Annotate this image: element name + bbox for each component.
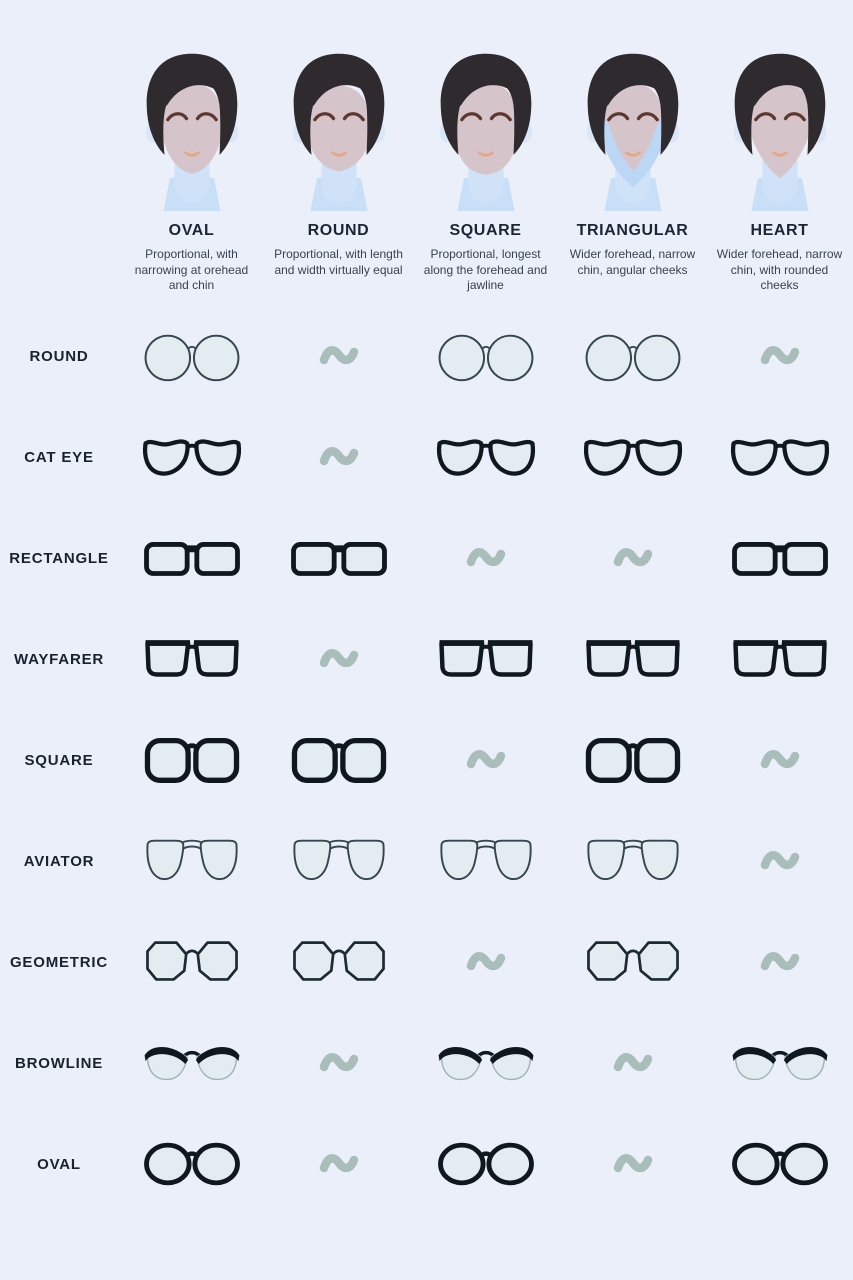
face-shape-description: Wider forehead, narrow chin, angular cheeks [569, 247, 696, 277]
face-shape-description: Wider forehead, narrow chin, with rounded cheeks [716, 247, 843, 293]
face-shape-label: HEART [750, 222, 809, 239]
browline-glasses-icon [435, 1033, 537, 1093]
matrix-cell-wayfarer-round [265, 609, 412, 710]
aviator-glasses-icon [141, 831, 243, 891]
matrix-cell-cateye-oval [118, 407, 265, 508]
matrix-cell-oval-round [265, 1114, 412, 1215]
glasses-style-label: CAT EYE [24, 448, 94, 466]
tilde-icon [760, 747, 800, 773]
matrix-cell-oval-oval [118, 1114, 265, 1215]
glasses-style-row-round [0, 306, 853, 407]
aviator-glasses-icon [435, 831, 537, 891]
matrix-cell-wayfarer-triangular [559, 609, 706, 710]
matrix-cell-aviator-square [412, 811, 559, 912]
square-face-icon [420, 50, 552, 218]
glasses-style-row-geometric [0, 912, 853, 1013]
oval-glasses-icon [435, 1134, 537, 1194]
geometric-glasses-icon [582, 932, 684, 992]
round-glasses-icon [141, 326, 243, 386]
face-shape-column-round [265, 50, 412, 278]
glasses-style-label: BROWLINE [14, 1054, 104, 1072]
glasses-style-row-rectangle [0, 508, 853, 609]
tilde-icon [613, 545, 653, 571]
matrix-cell-round-triangular [559, 306, 706, 407]
matrix-cell-round-heart [706, 306, 853, 407]
matrix-cell-geometric-square [412, 912, 559, 1013]
face-shape-column-triangular [559, 50, 706, 278]
compatibility-matrix [0, 306, 853, 1215]
cateye-glasses-icon [141, 427, 243, 487]
tilde-icon [760, 848, 800, 874]
matrix-cell-square-round [265, 710, 412, 811]
face-shape-label: ROUND [307, 222, 370, 239]
matrix-cell-aviator-round [265, 811, 412, 912]
face-shape-description: Proportional, with length and width virtually equal [274, 247, 403, 277]
square-glasses-icon [141, 730, 243, 790]
oval-face-icon [126, 50, 258, 218]
tilde-icon [319, 1050, 359, 1076]
matrix-cell-round-oval [118, 306, 265, 407]
glasses-style-label: SQUARE [24, 751, 94, 769]
glasses-style-row-aviator [0, 811, 853, 912]
matrix-cell-aviator-oval [118, 811, 265, 912]
rectangle-glasses-icon [729, 528, 831, 588]
matrix-cell-rectangle-round [265, 508, 412, 609]
tilde-icon [319, 646, 359, 672]
wayfarer-glasses-icon [729, 629, 831, 689]
matrix-cell-square-square [412, 710, 559, 811]
geometric-glasses-icon [141, 932, 243, 992]
matrix-cell-browline-round [265, 1013, 412, 1114]
matrix-cell-browline-oval [118, 1013, 265, 1114]
matrix-cell-wayfarer-oval [118, 609, 265, 710]
matrix-cell-rectangle-heart [706, 508, 853, 609]
matrix-cell-oval-square [412, 1114, 559, 1215]
rectangle-glasses-icon [141, 528, 243, 588]
square-glasses-icon [582, 730, 684, 790]
cateye-glasses-icon [582, 427, 684, 487]
matrix-cell-oval-heart [706, 1114, 853, 1215]
matrix-cell-oval-triangular [559, 1114, 706, 1215]
tilde-icon [466, 949, 506, 975]
wayfarer-glasses-icon [435, 629, 537, 689]
tilde-icon [319, 343, 359, 369]
face-shape-description: Proportional, with narrowing at orehead and chin [134, 247, 249, 293]
matrix-cell-cateye-triangular [559, 407, 706, 508]
glasses-style-row-square [0, 710, 853, 811]
matrix-cell-rectangle-square [412, 508, 559, 609]
matrix-cell-geometric-triangular [559, 912, 706, 1013]
face-shape-header-row [0, 0, 853, 294]
tilde-icon [760, 343, 800, 369]
face-shape-column-oval [118, 50, 265, 294]
matrix-cell-rectangle-oval [118, 508, 265, 609]
matrix-cell-browline-square [412, 1013, 559, 1114]
aviator-glasses-icon [288, 831, 390, 891]
tilde-icon [760, 949, 800, 975]
glasses-style-label: ROUND [29, 347, 89, 365]
matrix-cell-aviator-heart [706, 811, 853, 912]
matrix-cell-browline-triangular [559, 1013, 706, 1114]
round-glasses-icon [435, 326, 537, 386]
wayfarer-glasses-icon [141, 629, 243, 689]
round-glasses-icon [582, 326, 684, 386]
face-shape-column-square [412, 50, 559, 294]
glasses-style-row-browline [0, 1013, 853, 1114]
round-face-icon [273, 50, 405, 218]
matrix-cell-aviator-triangular [559, 811, 706, 912]
browline-glasses-icon [729, 1033, 831, 1093]
glasses-style-label: AVIATOR [23, 852, 95, 870]
matrix-cell-rectangle-triangular [559, 508, 706, 609]
face-shape-description: Proportional, longest along the forehead and jawline [423, 247, 548, 293]
face-shape-column-heart [706, 50, 853, 294]
wayfarer-glasses-icon [582, 629, 684, 689]
tilde-icon [466, 545, 506, 571]
oval-glasses-icon [729, 1134, 831, 1194]
matrix-cell-wayfarer-heart [706, 609, 853, 710]
face-shape-label: OVAL [168, 222, 215, 239]
oval-glasses-icon [141, 1134, 243, 1194]
aviator-glasses-icon [582, 831, 684, 891]
glasses-style-label: WAYFARER [13, 650, 105, 668]
matrix-cell-geometric-round [265, 912, 412, 1013]
glasses-style-label: OVAL [37, 1155, 81, 1173]
matrix-cell-cateye-round [265, 407, 412, 508]
cateye-glasses-icon [729, 427, 831, 487]
face-shape-label: SQUARE [449, 222, 522, 239]
tilde-icon [613, 1151, 653, 1177]
heart-face-icon [714, 50, 846, 218]
matrix-cell-square-oval [118, 710, 265, 811]
matrix-cell-square-heart [706, 710, 853, 811]
browline-glasses-icon [141, 1033, 243, 1093]
matrix-cell-cateye-heart [706, 407, 853, 508]
glasses-style-row-wayfarer [0, 609, 853, 710]
matrix-cell-square-triangular [559, 710, 706, 811]
matrix-cell-geometric-heart [706, 912, 853, 1013]
geometric-glasses-icon [288, 932, 390, 992]
glasses-style-row-oval [0, 1114, 853, 1215]
matrix-cell-browline-heart [706, 1013, 853, 1114]
matrix-cell-geometric-oval [118, 912, 265, 1013]
tilde-icon [319, 1151, 359, 1177]
matrix-cell-round-square [412, 306, 559, 407]
triangular-face-icon [567, 50, 699, 218]
matrix-cell-cateye-square [412, 407, 559, 508]
matrix-cell-round-round [265, 306, 412, 407]
rectangle-glasses-icon [288, 528, 390, 588]
face-shape-label: TRIANGULAR [576, 222, 689, 239]
tilde-icon [613, 1050, 653, 1076]
tilde-icon [466, 747, 506, 773]
glasses-style-row-cateye [0, 407, 853, 508]
matrix-cell-wayfarer-square [412, 609, 559, 710]
tilde-icon [319, 444, 359, 470]
square-glasses-icon [288, 730, 390, 790]
cateye-glasses-icon [435, 427, 537, 487]
glasses-style-label: RECTANGLE [9, 549, 109, 567]
glasses-style-label: GEOMETRIC [9, 953, 109, 971]
